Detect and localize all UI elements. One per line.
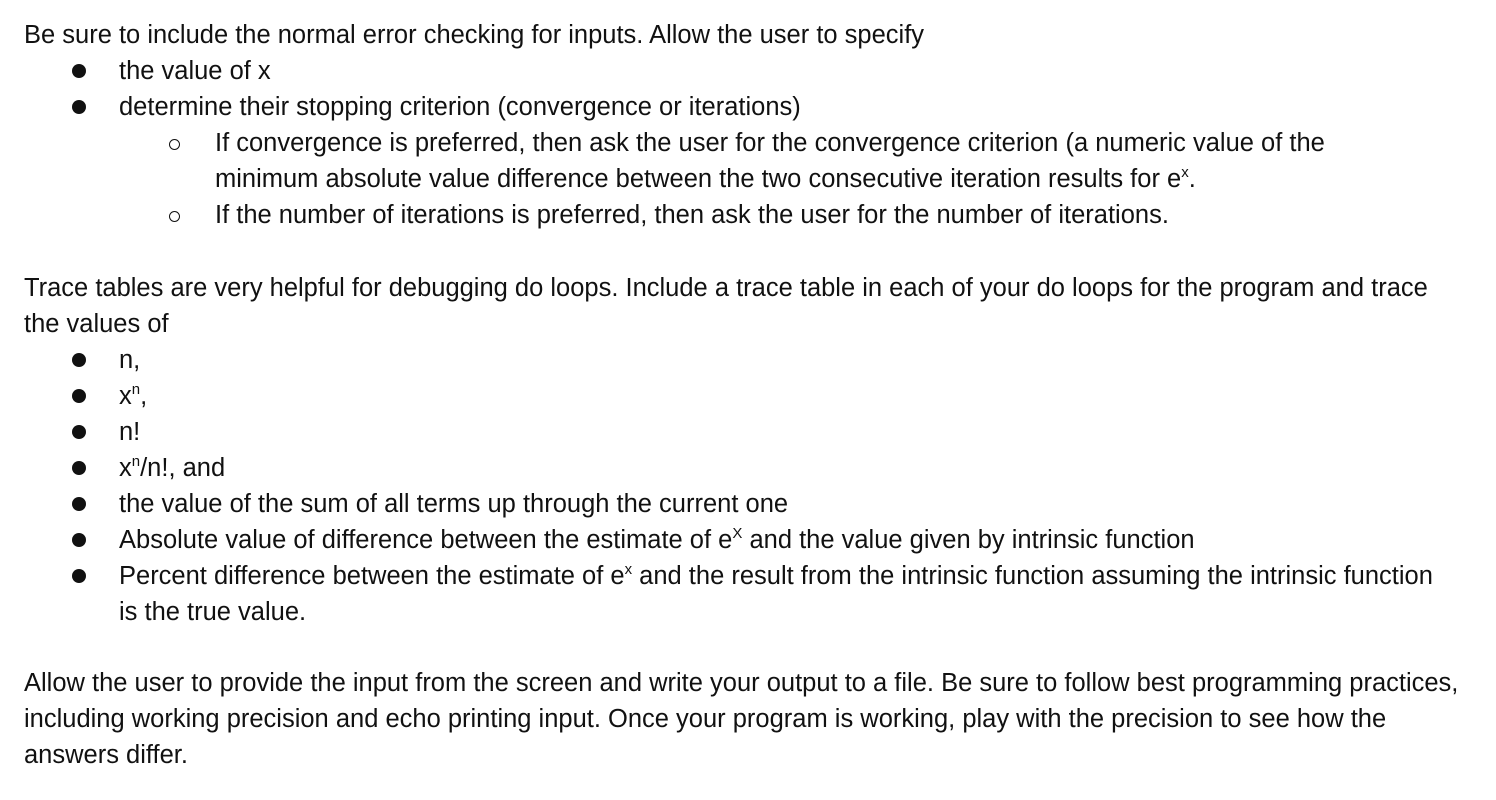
trace-bullet-n-factorial	[119, 414, 140, 450]
trace-bullet-pct-after: and the result from the intrinsic function assuming the intrinsic function is the true value.	[119, 562, 1433, 626]
bullet-icon	[72, 461, 86, 475]
trace-bullet-pct-before: Percent difference between the estimate of e	[119, 562, 625, 590]
intro-bullet-stopping-criterion: determine their stopping criterion (convergence or iterations)	[119, 93, 801, 121]
superscript-x: x	[624, 561, 633, 578]
trace-bullet-abs-before: Absolute value of difference between the estimate of e	[119, 526, 733, 554]
sub-bullet-iterations: If the number of iterations is preferred, then ask the user for the number of iterations.	[215, 201, 1169, 229]
trace-bullet-x-power-n	[119, 378, 147, 414]
bullet-icon	[72, 389, 86, 403]
trace-bullet-term	[119, 450, 225, 486]
intro-bullet-value-of-x: the value of x	[119, 57, 271, 85]
trace-bullet-n-factorial-text: n!	[119, 418, 141, 446]
trace-bullet-abs-after: and the value given by intrinsic function	[742, 526, 1195, 554]
trace-bullet-n-text: n,	[119, 346, 141, 374]
trace-bullet-n	[119, 342, 140, 378]
circle-bullet-icon	[169, 139, 180, 150]
sub-bullet-convergence	[215, 125, 1415, 197]
bullet-icon	[72, 100, 86, 114]
trace-paragraph: Trace tables are very helpful for debugging do loops. Include a trace table in each of your do loops for the program and trace the values of	[24, 274, 1428, 338]
circle-bullet-icon	[169, 211, 180, 222]
sub-bullet-convergence-end: .	[1188, 165, 1196, 193]
trace-bullet-term-rest: /n!, and	[140, 454, 226, 482]
bullet-icon	[72, 569, 86, 583]
trace-bullet-percent-difference	[119, 558, 1439, 630]
superscript-x: x	[1181, 164, 1189, 181]
bullet-icon	[72, 497, 86, 511]
superscript-n: n	[131, 453, 141, 470]
trace-bullet-comma: ,	[140, 382, 148, 410]
bullet-icon	[72, 425, 86, 439]
superscript-x: X	[732, 525, 743, 542]
closing-paragraph: Allow the user to provide the input from the screen and write your output to a file. Be sure to follow best programming practices, including working precision and echo printing input. Once your program is working, play with the precision to see how the answers differ.	[24, 669, 1459, 769]
trace-bullet-term-x: x	[119, 454, 132, 482]
superscript-n: n	[131, 381, 141, 398]
trace-bullet-x-text: x	[119, 382, 132, 410]
bullet-icon	[72, 533, 86, 547]
intro-paragraph: Be sure to include the normal error checking for inputs. Allow the user to specify	[24, 21, 925, 49]
trace-bullet-sum-text: the value of the sum of all terms up through the current one	[119, 490, 789, 518]
trace-bullet-absolute-difference	[119, 522, 1195, 558]
trace-bullet-sum	[119, 486, 788, 522]
bullet-icon	[72, 64, 86, 78]
bullet-icon	[72, 353, 86, 367]
sub-bullet-convergence-text: If convergence is preferred, then ask the user for the convergence criterion (a numeric value of the minimum absolute value difference between the two consecutive iteration results for e	[215, 129, 1325, 193]
